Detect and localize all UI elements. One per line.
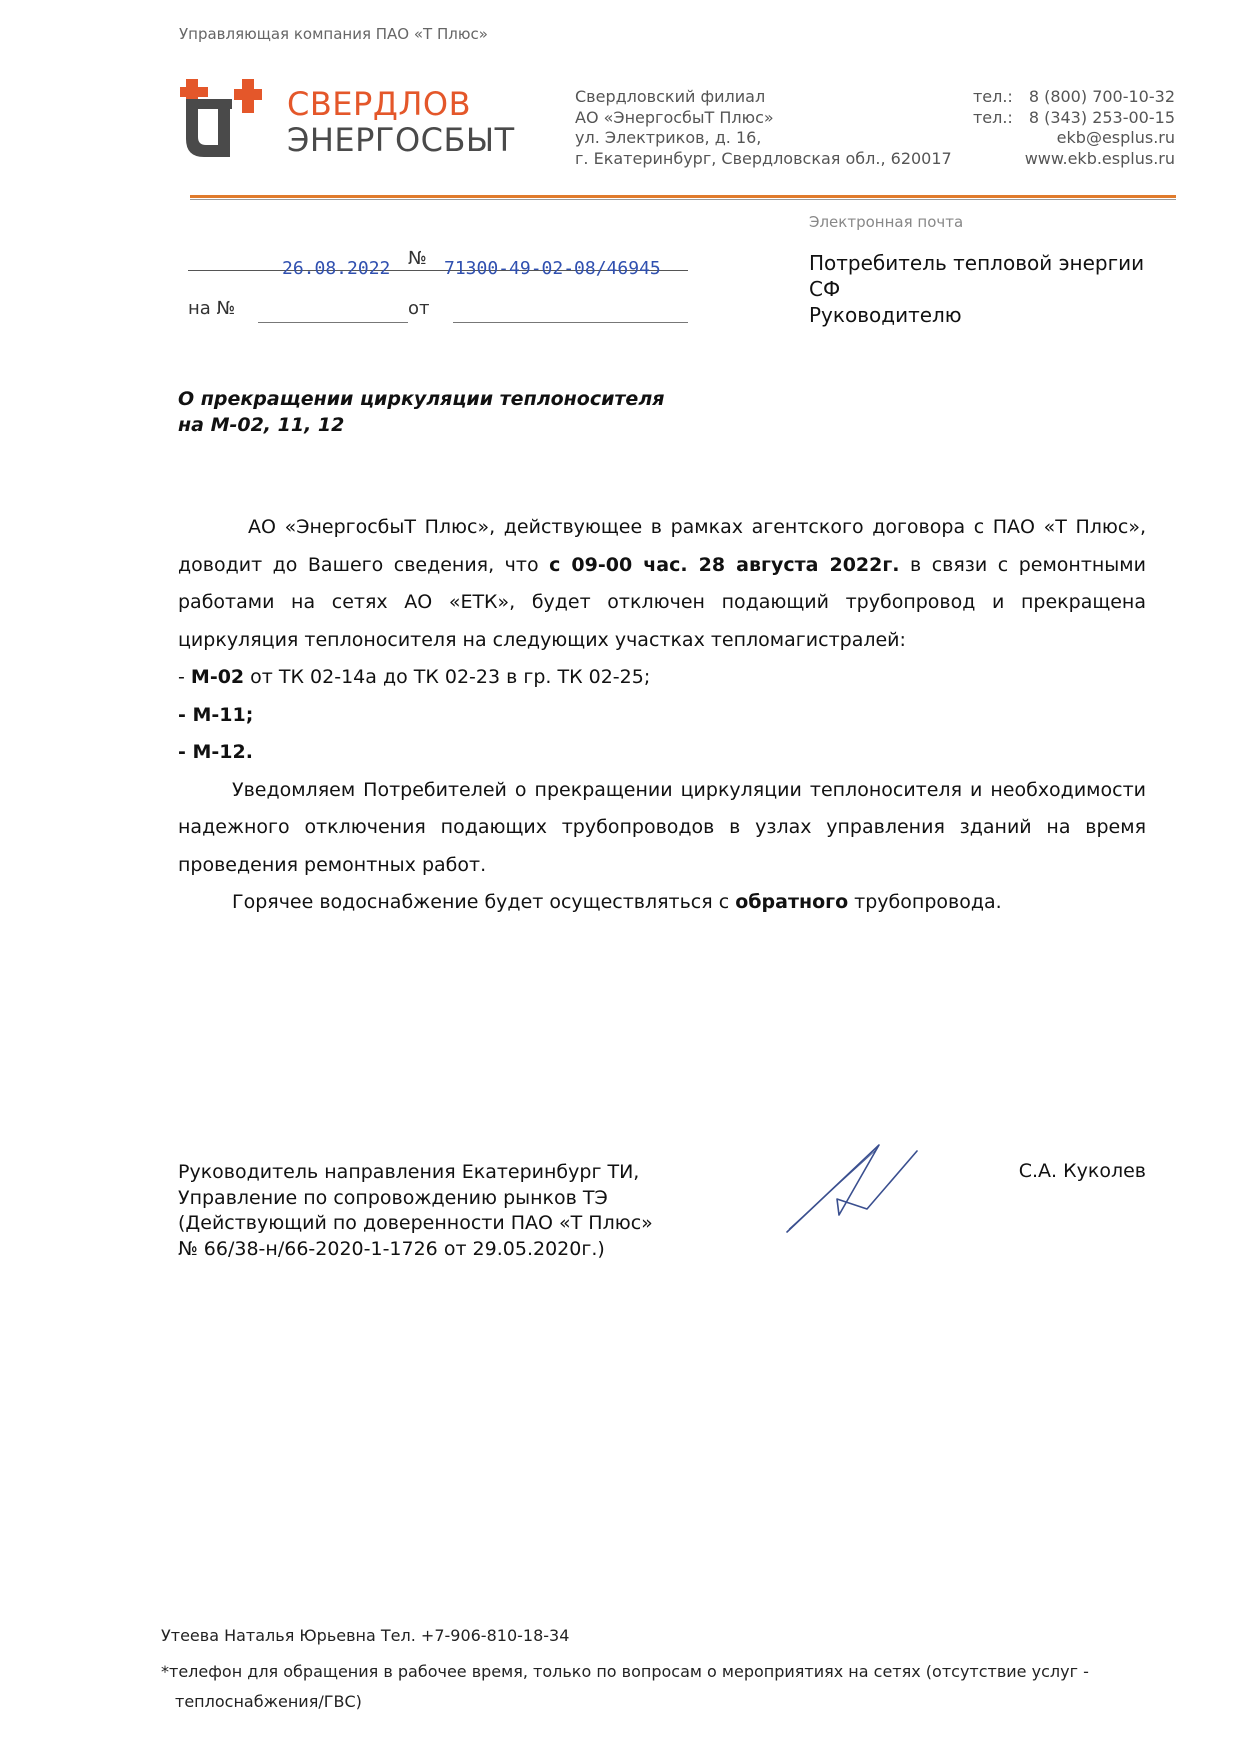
footer-note-line: *телефон для обращения в рабочее время, только по вопросам о мероприятиях на сетях (отсутствие услуг - [161,1662,1089,1681]
phone-value: 8 (343) 253-00-15 [1028,107,1175,127]
phone-value: 8 (800) 700-10-32 [1028,87,1175,106]
logo-wordmark [287,86,515,158]
recipient-block [809,250,1144,328]
list-item-code: - М-12. [178,741,253,763]
contact-phone-2 [973,108,1175,129]
reply-date-blank [453,322,688,323]
outgoing-number: 71300-49-02-08/46945 [444,258,661,279]
body-text: трубопровода. [848,891,1002,913]
signer-line: № 66/38-н/66-2020-1-1726 от 29.05.2020г.) [178,1237,605,1260]
recipient-line: Потребитель тепловой энергии [809,251,1145,275]
signer-line: (Действующий по доверенности ПАО «Т Плюс» [178,1212,653,1234]
contact-email: ekb@esplus.ru [1056,128,1175,147]
signer-title-block [178,1160,653,1262]
body-paragraph-1 [178,509,1146,659]
body-date-bold: с 09-00 час. 28 августа 2022г. [549,553,900,576]
phone-label: тел.: [972,107,1013,127]
body-paragraph-3 [178,884,1146,922]
letter-subject [178,386,664,438]
logo-line-2: ЭНЕРГОСБЫТ [287,121,515,159]
header-rule [190,195,1176,198]
logo-line-1: СВЕРДЛОВ [287,85,472,123]
branch-line: г. Екатеринбург, Свердловская обл., 620017 [575,148,952,168]
list-item-code: М-02 [190,666,245,688]
list-item [178,734,1146,772]
branch-line: АО «ЭнергосбыТ Плюс» [575,107,774,127]
contact-block [973,87,1175,169]
list-item-code: - М-11; [178,703,254,726]
contact-website: www.ekb.esplus.ru [1024,148,1175,168]
phone-label: тел.: [972,87,1013,106]
list-item [178,659,1146,697]
body-text: в связи с ремонтными работами на сетях АО «ЕТК», будет отключен подающий трубопровод и прекращена циркуляция теплоносителя на следующих участках тепломагистралей: [178,553,1146,651]
handwritten-signature [785,1143,920,1235]
recipient-line: СФ [809,277,841,301]
list-item-text: от ТК 02-14а до ТК 02-23 в гр. ТК 02-25; [244,666,651,688]
branch-line: ул. Электриков, д. 16, [575,128,762,147]
recipient-line: Руководителю [809,303,962,327]
executor-contact: Утеева Наталья Юрьевна Тел. +7-906-810-18-34 [161,1626,570,1645]
branch-address [575,87,952,169]
signer-name: С.А. Куколев [1018,1160,1146,1182]
management-company-label: Управляющая компания ПАО «Т Плюс» [179,25,488,43]
delivery-method: Электронная почта [809,213,964,231]
number-label: № [408,248,427,269]
reply-number-blank [258,322,408,323]
footer-note-line: теплоснабжения/ГВС) [175,1692,362,1711]
signer-line: Руководитель направления Екатеринбург ТИ, [178,1161,640,1183]
outgoing-date: 26.08.2022 [282,258,391,279]
reply-date-label: от [408,298,430,319]
body-paragraph-2: Уведомляем Потребителей о прекращении циркуляции теплоносителя и необходимости надежного отключения подающих трубопроводов в узлах управления зданий на время проведения ремонтных работ. [178,778,1146,876]
list-item [178,697,1146,735]
body-text: Горячее водоснабжение будет осуществляться с [232,891,736,913]
subject-line: на М-02, 11, 12 [178,414,345,436]
body-text: АО «ЭнергосбыТ Плюс», действующее в рамках агентского договора с ПАО «Т Плюс», доводит до Вашего сведения, что [178,516,1146,576]
letter-body [178,509,1146,922]
footer-note [161,1657,1146,1717]
subject-line: О прекращении циркуляции теплоносителя [178,388,665,410]
body-bold: обратного [735,891,849,913]
contact-phone-1 [973,87,1175,108]
list-prefix: - [178,666,191,688]
branch-line: Свердловский филиал [575,87,766,106]
t-plus-logo-icon [180,79,275,157]
reply-number-label: на № [188,298,236,319]
header-rule-thin [190,199,1176,200]
signer-line: Управление по сопровождению рынков ТЭ [178,1186,608,1209]
